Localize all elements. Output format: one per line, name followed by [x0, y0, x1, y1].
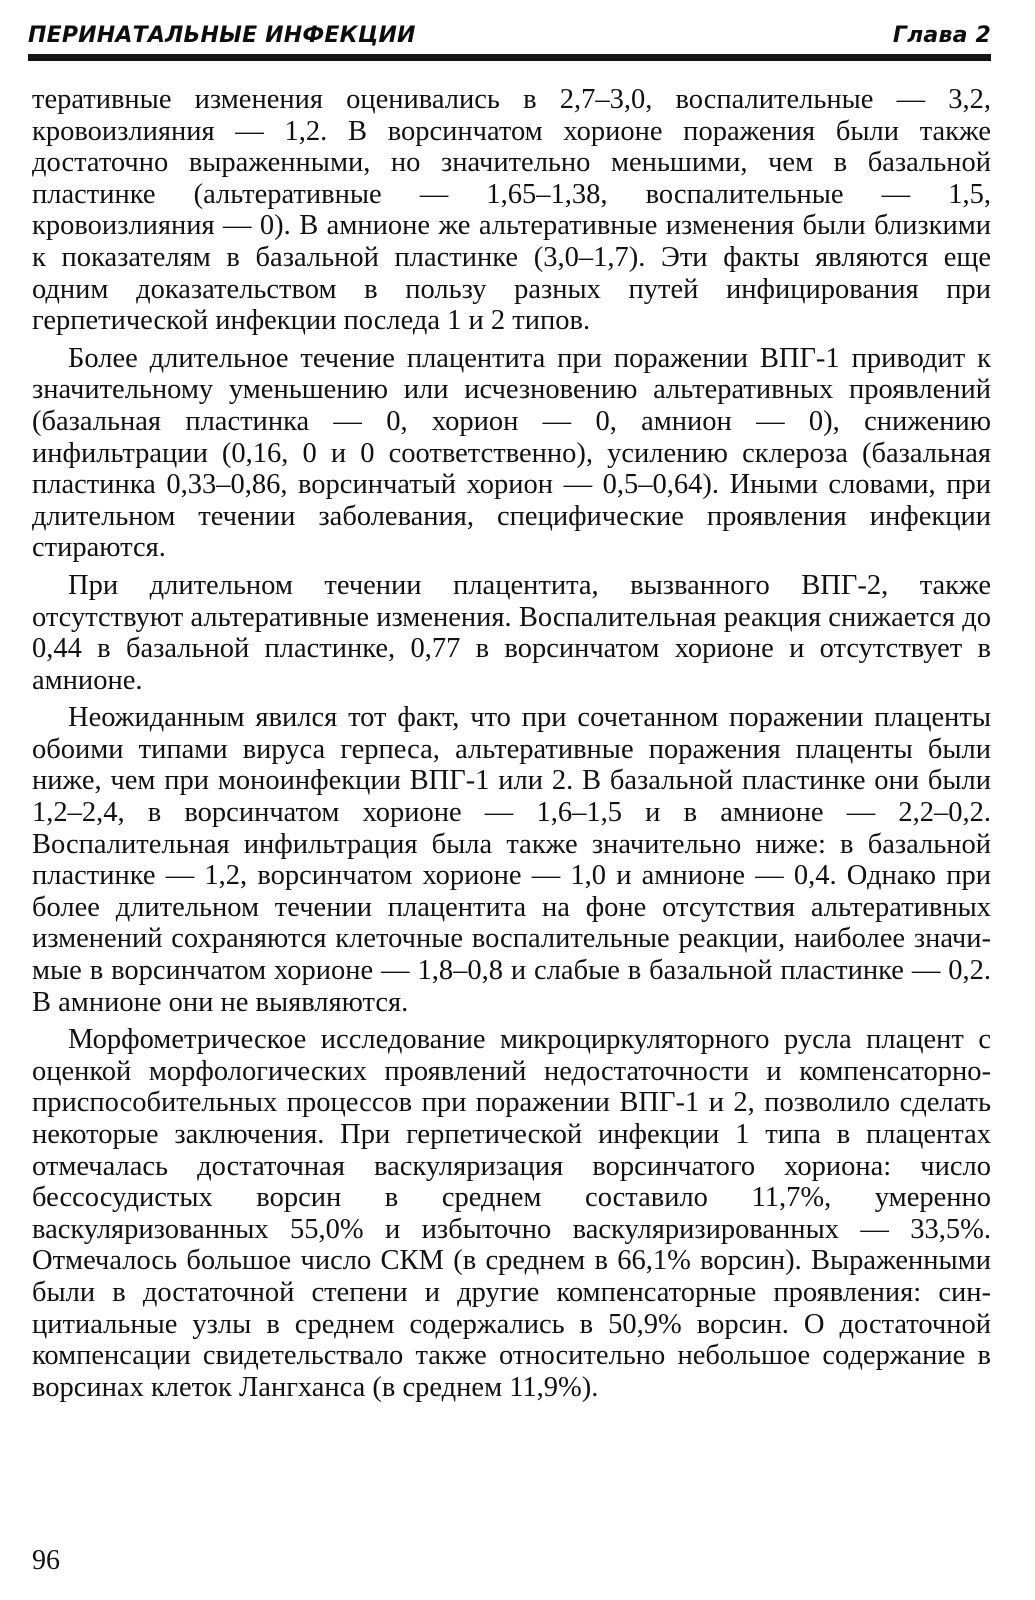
- paragraph-3: При длительном течении плацентита, вызванного ВПГ-2, также отсутствуют альтеративные изменения. Воспалительная реакция снижается до 0,44 в базальной пластинке, 0,77 в ворсинчатом хорионе и отсутствует в амнионе.: [32, 569, 991, 696]
- paragraph-2: Более длительное течение плацентита при поражении ВПГ-1 приводит к значительному уменьшению или исчезновению альтеративных проявлений (базальная пластинка — 0, хорион — 0, амнион — 0), снижению инфильтрации (0,16, 0 и 0 соответственно), усилению склероза (базальная пластинка 0,33–0,86, ворсинчатый хорион — 0,5–0,64). Иными словами, при длительном течении заболевания, специфические проявления инфекции стираются.: [32, 342, 991, 564]
- paragraph-4: Неожиданным явился тот факт, что при сочетанном поражении плаценты обоими типами вируса герпеса, альтеративные поражения плаценты были ниже, чем при моноинфекции ВПГ-1 или 2. В базальной пластинке они были 1,2–2,4, в ворсинчатом хорионе — 1,6–1,5 и в амнионе — 2,2–0,2. Воспалительная инфильтрация была также значительно ниже: в базальной пластинке — 1,2, ворсинчатом хорионе — 1,0 и амнионе — 0,4. Однако при более длительном течении плацентита на фоне отсутствия альтеративных изменений сохраняются клеточные воспалительные реакции, наиболее значимые в ворсинчатом хорионе — 1,8–0,8 и слабые в базальной пластинке — 0,2. В амнионе они не выявляются.: [32, 702, 991, 1018]
- running-header: [28, 18, 991, 48]
- header-chapter: Глава 2: [892, 23, 991, 48]
- header-rule: [28, 54, 991, 61]
- header-title: ПЕРИНАТАЛЬНЫЕ ИНФЕКЦИИ: [28, 23, 416, 48]
- paragraph-5: Морфометрическое исследование микроциркуляторного русла плацент с оценкой морфологических проявлений недостаточности и компенсаторно-приспособительных процессов при поражении ВПГ-1 и 2, позволило сделать некоторые заключения. При герпетической инфекции 1 типа в плацентах отмечалась достаточная васкуляризация ворсинчатого хориона: число бессосудистых ворсин в среднем составило 11,7%, умеренно васкуляризованных 55,0% и избыточно васкуляризированных — 33,5%. Отмечалось большое число СКМ (в среднем в 66,1% ворсин). Выраженными были в достаточной степени и другие компенсаторные проявления: синцитиальные узлы в среднем содержались в 50,9% ворсин. О достаточной компенсации свидетельствало также относительно небольшое содержание в ворсинах клеток Лангханса (в среднем 11,9%).: [32, 1024, 991, 1403]
- body-text: [32, 84, 991, 1409]
- page-number: 96: [32, 1545, 60, 1576]
- paragraph-1: теративные изменения оценивались в 2,7–3,0, воспалительные — 3,2, кровоизлияния — 1,2. В ворсинчатом хорионе поражения были также достаточно выраженными, но значительно меньшими, чем в базальной пластинке (альтеративные — 1,65–1,38, воспалительные — 1,5, кровоизлияния — 0). В амнионе же альтеративные изменения были близкими к показателям в базальной пластинке (3,0–1,7). Эти факты являются еще одним доказательством в пользу разных путей инфицирования при герпетической инфекции последа 1 и 2 типов.: [32, 84, 991, 337]
